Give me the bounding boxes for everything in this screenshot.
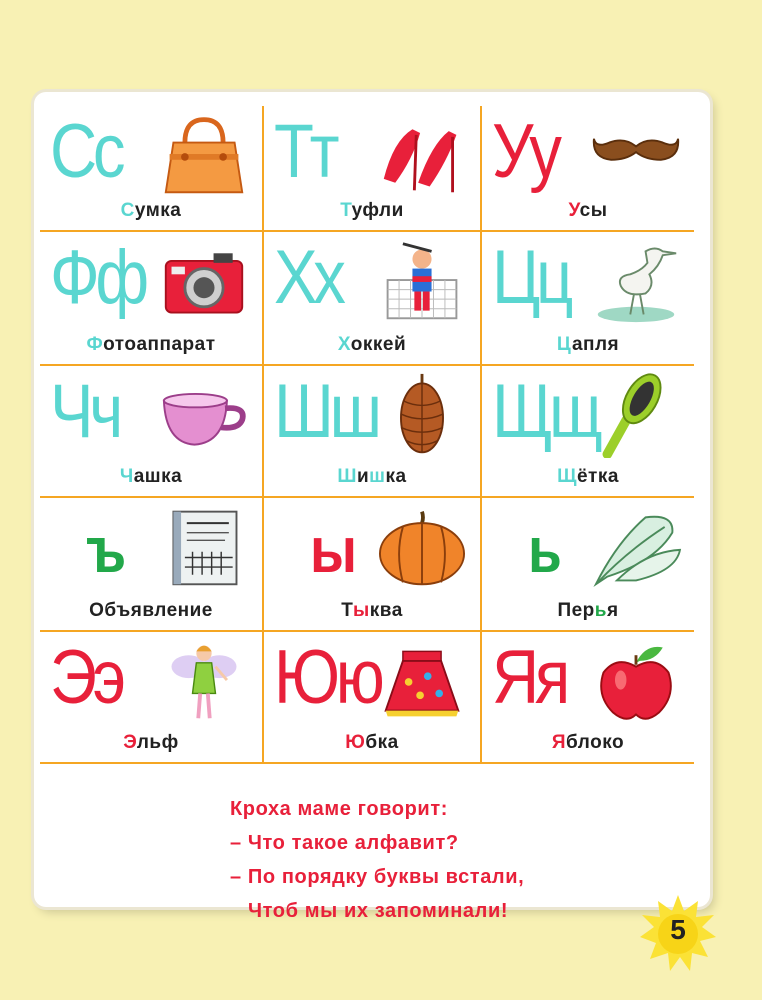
- hockey-player-icon: [374, 238, 470, 324]
- cell-yu: [264, 632, 482, 764]
- word-label: Усы: [568, 200, 608, 221]
- cell-e: [40, 632, 264, 764]
- poem-line-1: Кроха маме говорит:: [230, 798, 448, 820]
- poem-line-4: Чтоб мы их запоминали!: [248, 900, 509, 922]
- handbag-icon: [156, 112, 252, 198]
- letter-pair: Шш: [274, 369, 378, 454]
- cell-u: [482, 106, 694, 232]
- cup-icon: [156, 372, 252, 458]
- letter-pair: ы: [310, 514, 353, 586]
- mustache-icon: [588, 112, 684, 198]
- letter-pair: Юю: [274, 635, 381, 720]
- letter-pair: Чч: [50, 369, 120, 454]
- word-label: Юбка: [345, 732, 399, 753]
- word-label: Чашка: [119, 466, 183, 487]
- cell-ch: [40, 366, 264, 498]
- word-label: Щётка: [557, 466, 619, 487]
- word-label: Сумка: [120, 200, 182, 221]
- word-label: Туфли: [340, 200, 404, 221]
- page-number: 5: [670, 914, 686, 945]
- cell-s: [40, 106, 264, 232]
- letter-pair: Фф: [50, 235, 145, 320]
- cell-shch: [482, 366, 694, 498]
- letter-pair: Яя: [492, 635, 567, 720]
- letter-pair: Хх: [274, 235, 342, 320]
- cell-h: [264, 232, 482, 366]
- word-label: Перья: [557, 600, 619, 621]
- poem-line-2: – Что такое алфавит?: [230, 832, 459, 854]
- notice-board-icon: [156, 504, 252, 590]
- feathers-icon: [588, 504, 684, 590]
- poem-line-3: – По порядку буквы встали,: [230, 866, 525, 888]
- word-label: Хоккей: [337, 334, 407, 355]
- high-heels-icon: [374, 112, 470, 198]
- skirt-icon: [374, 638, 470, 724]
- letter-pair: ь: [528, 514, 558, 586]
- hairbrush-icon: [588, 372, 684, 458]
- letter-pair: Сс: [50, 109, 122, 194]
- letter-pair: Ээ: [50, 635, 122, 720]
- letter-pair: Уу: [492, 109, 558, 194]
- cell-y: [264, 498, 482, 632]
- word-label: Объявление: [89, 600, 213, 621]
- word-label: Яблоко: [551, 732, 625, 753]
- page-number-sun: [640, 895, 716, 971]
- cell-hard-sign: [40, 498, 264, 632]
- cell-soft-sign: [482, 498, 694, 632]
- pine-cone-icon: [374, 372, 470, 458]
- letter-pair: Тт: [274, 109, 336, 194]
- poem: [34, 792, 710, 928]
- word-label: Цапля: [556, 334, 620, 355]
- word-label: Эльф: [123, 732, 179, 753]
- cell-f: [40, 232, 264, 366]
- letter-pair: Щщ: [492, 369, 599, 454]
- alphabet-grid: [40, 106, 694, 764]
- word-label: Шишка: [337, 466, 407, 487]
- pumpkin-icon: [374, 504, 470, 590]
- cell-t: [264, 106, 482, 232]
- camera-icon: [156, 238, 252, 324]
- alphabet-card: [34, 92, 710, 922]
- word-label: Тыква: [341, 600, 403, 621]
- cell-ya: [482, 632, 694, 764]
- apple-icon: [588, 638, 684, 724]
- elf-icon: [156, 638, 252, 724]
- letter-pair: Цц: [492, 235, 570, 320]
- cell-sh: [264, 366, 482, 498]
- letter-pair: ъ: [86, 514, 122, 586]
- heron-icon: [588, 238, 684, 324]
- word-label: Фотоаппарат: [86, 334, 216, 355]
- cell-ts: [482, 232, 694, 366]
